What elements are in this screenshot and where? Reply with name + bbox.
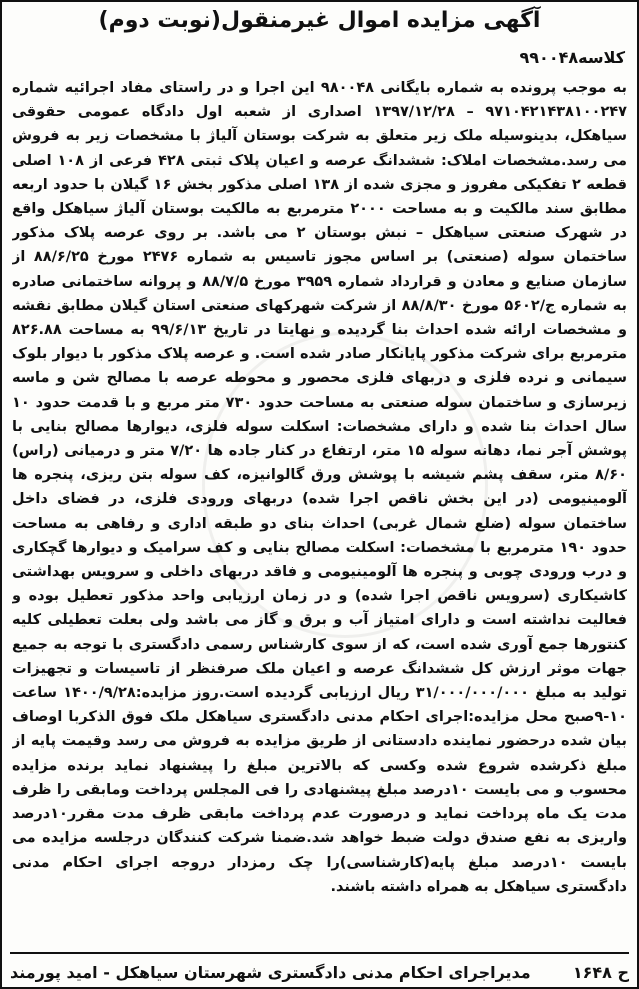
- notice-footer: [10, 958, 629, 986]
- signatory: مدیراجرای احکام مدنی دادگستری شهرستان سیاهکل - امید پورمند: [10, 962, 531, 982]
- footer-divider: [10, 952, 629, 954]
- notice-body: به موجب پرونده به شماره بایگانی ۹۸۰۰۴۸ این اجرا و در راستای مفاد اجرائیه شماره ۹۷۱۰۴۲۱۴۳۸۱۰۰۲۴۷ – ۱۳۹۷/۱۲/۲۸ اصداری از شعبه اول دادگاه عمومی حقوقی سیاهکل، بدینوسیله ملک زیر متعلق به شرکت بوستان آلیاژ با مشخصات زیر به فروش می رسد.مشخصات املاک: ششدانگ عرصه و اعیان پلاک ثبتی ۴۲۸ فرعی از ۱۰۸ اصلی قطعه ۲ تفکیکی مفروز و مجزی شده از ۱۳۸ اصلی مذکور بخش ۱۶ گیلان با حدود اربعه مطابق سند مالکیت و به مساحت ۲۰۰۰ مترمربع به مالکیت بوستان آلیاژ سیاهکل واقع در شهرک صنعتی سیاهکل – نبش بوستان ۲ می باشد. بر روی عرصه پلاک مذکور ساختمان سوله (صنعتی) بر اساس مجوز تاسیس به شماره ۲۴۷۶ مورخ ۸۸/۶/۲۵ از سازمان صنایع و معادن و قرارداد شماره ۳۹۵۹ مورخ ۸۸/۷/۵ و پروانه ساختمانی صادره به شماره ج/۵۶۰۲ مورخ ۸۸/۸/۳۰ از شرکت شهرکهای صنعتی استان گیلان مطابق نقشه و مشخصات ارائه شده احداث بنا گردیده و نهایتا در تاریخ ۹۹/۶/۱۳ به مساحت ۸۲۶.۸۸ مترمربع برای شرکت مذکور پایانکار صادر شده است. و عرصه پلاک مذکور با دیوار بلوک سیمانی و نرده فلزی و دربهای فلزی محصور و محوطه عرصه با مصالح شن و ماسه زیرسازی و ساختمان سوله صنعتی به مساحت حدود ۷۳۰ متر مربع و با قدمت حدود ۱۰ سال احداث بنا شده و دارای مشخصات: اسکلت سوله فلزی، دیوارها مصالح بنایی با پوشش آجر نما، دهانه سوله ۱۵ متر، ارتفاع در کنار جاده ها ۷/۲۰ متر و درمیانی (راس) ۸/۶۰ متر، سقف پشم شیشه با پوشش ورق گالوانیزه، کف سوله بتن ریزی، پنجره ها آلومینیومی (در این بخش ناقص اجرا شده) دربهای ورودی فلزی، در فضای داخل ساختمان سوله (ضلع شمال غربی) احداث بنای دو طبقه اداری و رفاهی به مساحت حدود ۱۹۰ مترمربع با مشخصات: اسکلت مصالح بنایی و کف سرامیک و دیوارها گچکاری و درب ورودی چوبی و پنجره ها آلومینیومی و فاقد دربهای داخلی و سرویس بهداشتی کاشیکاری (سرویس ناقص اجرا شده) و در زمان ارزیابی واحد مذکور تعطیل بوده و فعالیت نداشته است و دارای امتیاز آب و برق و گاز می باشد ولی بعلت تعطیلی کلیه کنتورها جمع آوری شده است، که از سوی کارشناس رسمی دادگستری با توجه به جمیع جهات موثر ارزش کل ششدانگ عرصه و اعیان ملک صرفنظر از تاسیسات و تجهیزات تولید به مبلغ ۳۱/۰۰۰/۰۰۰/۰۰۰ ریال ارزیابی گردیده است.روز مزایده:۱۴۰۰/۹/۲۸ ساعت ۱۰-۹صبح محل مزایده:اجرای احکام مدنی دادگستری سیاهکل ملک فوق الذکربا اوصاف بیان شده درحضور نماینده دادستانی از طریق مزایده به فروش می رسد وقیمت پایه از مبلغ ذکرشده شروع شده وکسی که بالاترین مبلغ را پیشنهاد نماید برنده مزایده محسوب و می بایست ۱۰درصد مبلغ پیشنهادی را فی المجلس پرداخت ومابقی را ظرف مدت یک ماه پرداخت نماید و درصورت عدم پرداخت مابقی ظرف مدت مقرر۱۰درصد واریزی به نفع صندق دولت ضبط خواهد شد.ضمنا شرکت کنندگان درجلسه مزایده می بایست ۱۰درصد مبلغ پایه(کارشناسی)را چک رمزدار دروجه اجرای احکام مدنی دادگستری سیاهکل به همراه داشته باشند.: [12, 80, 627, 895]
- notice-code: ح ۱۶۴۸: [572, 962, 629, 982]
- notice-title: آگهی مزایده اموال غیرمنقول(نوبت دوم): [98, 8, 541, 33]
- case-class-number: کلاسه۹۹۰۰۴۸: [519, 48, 625, 67]
